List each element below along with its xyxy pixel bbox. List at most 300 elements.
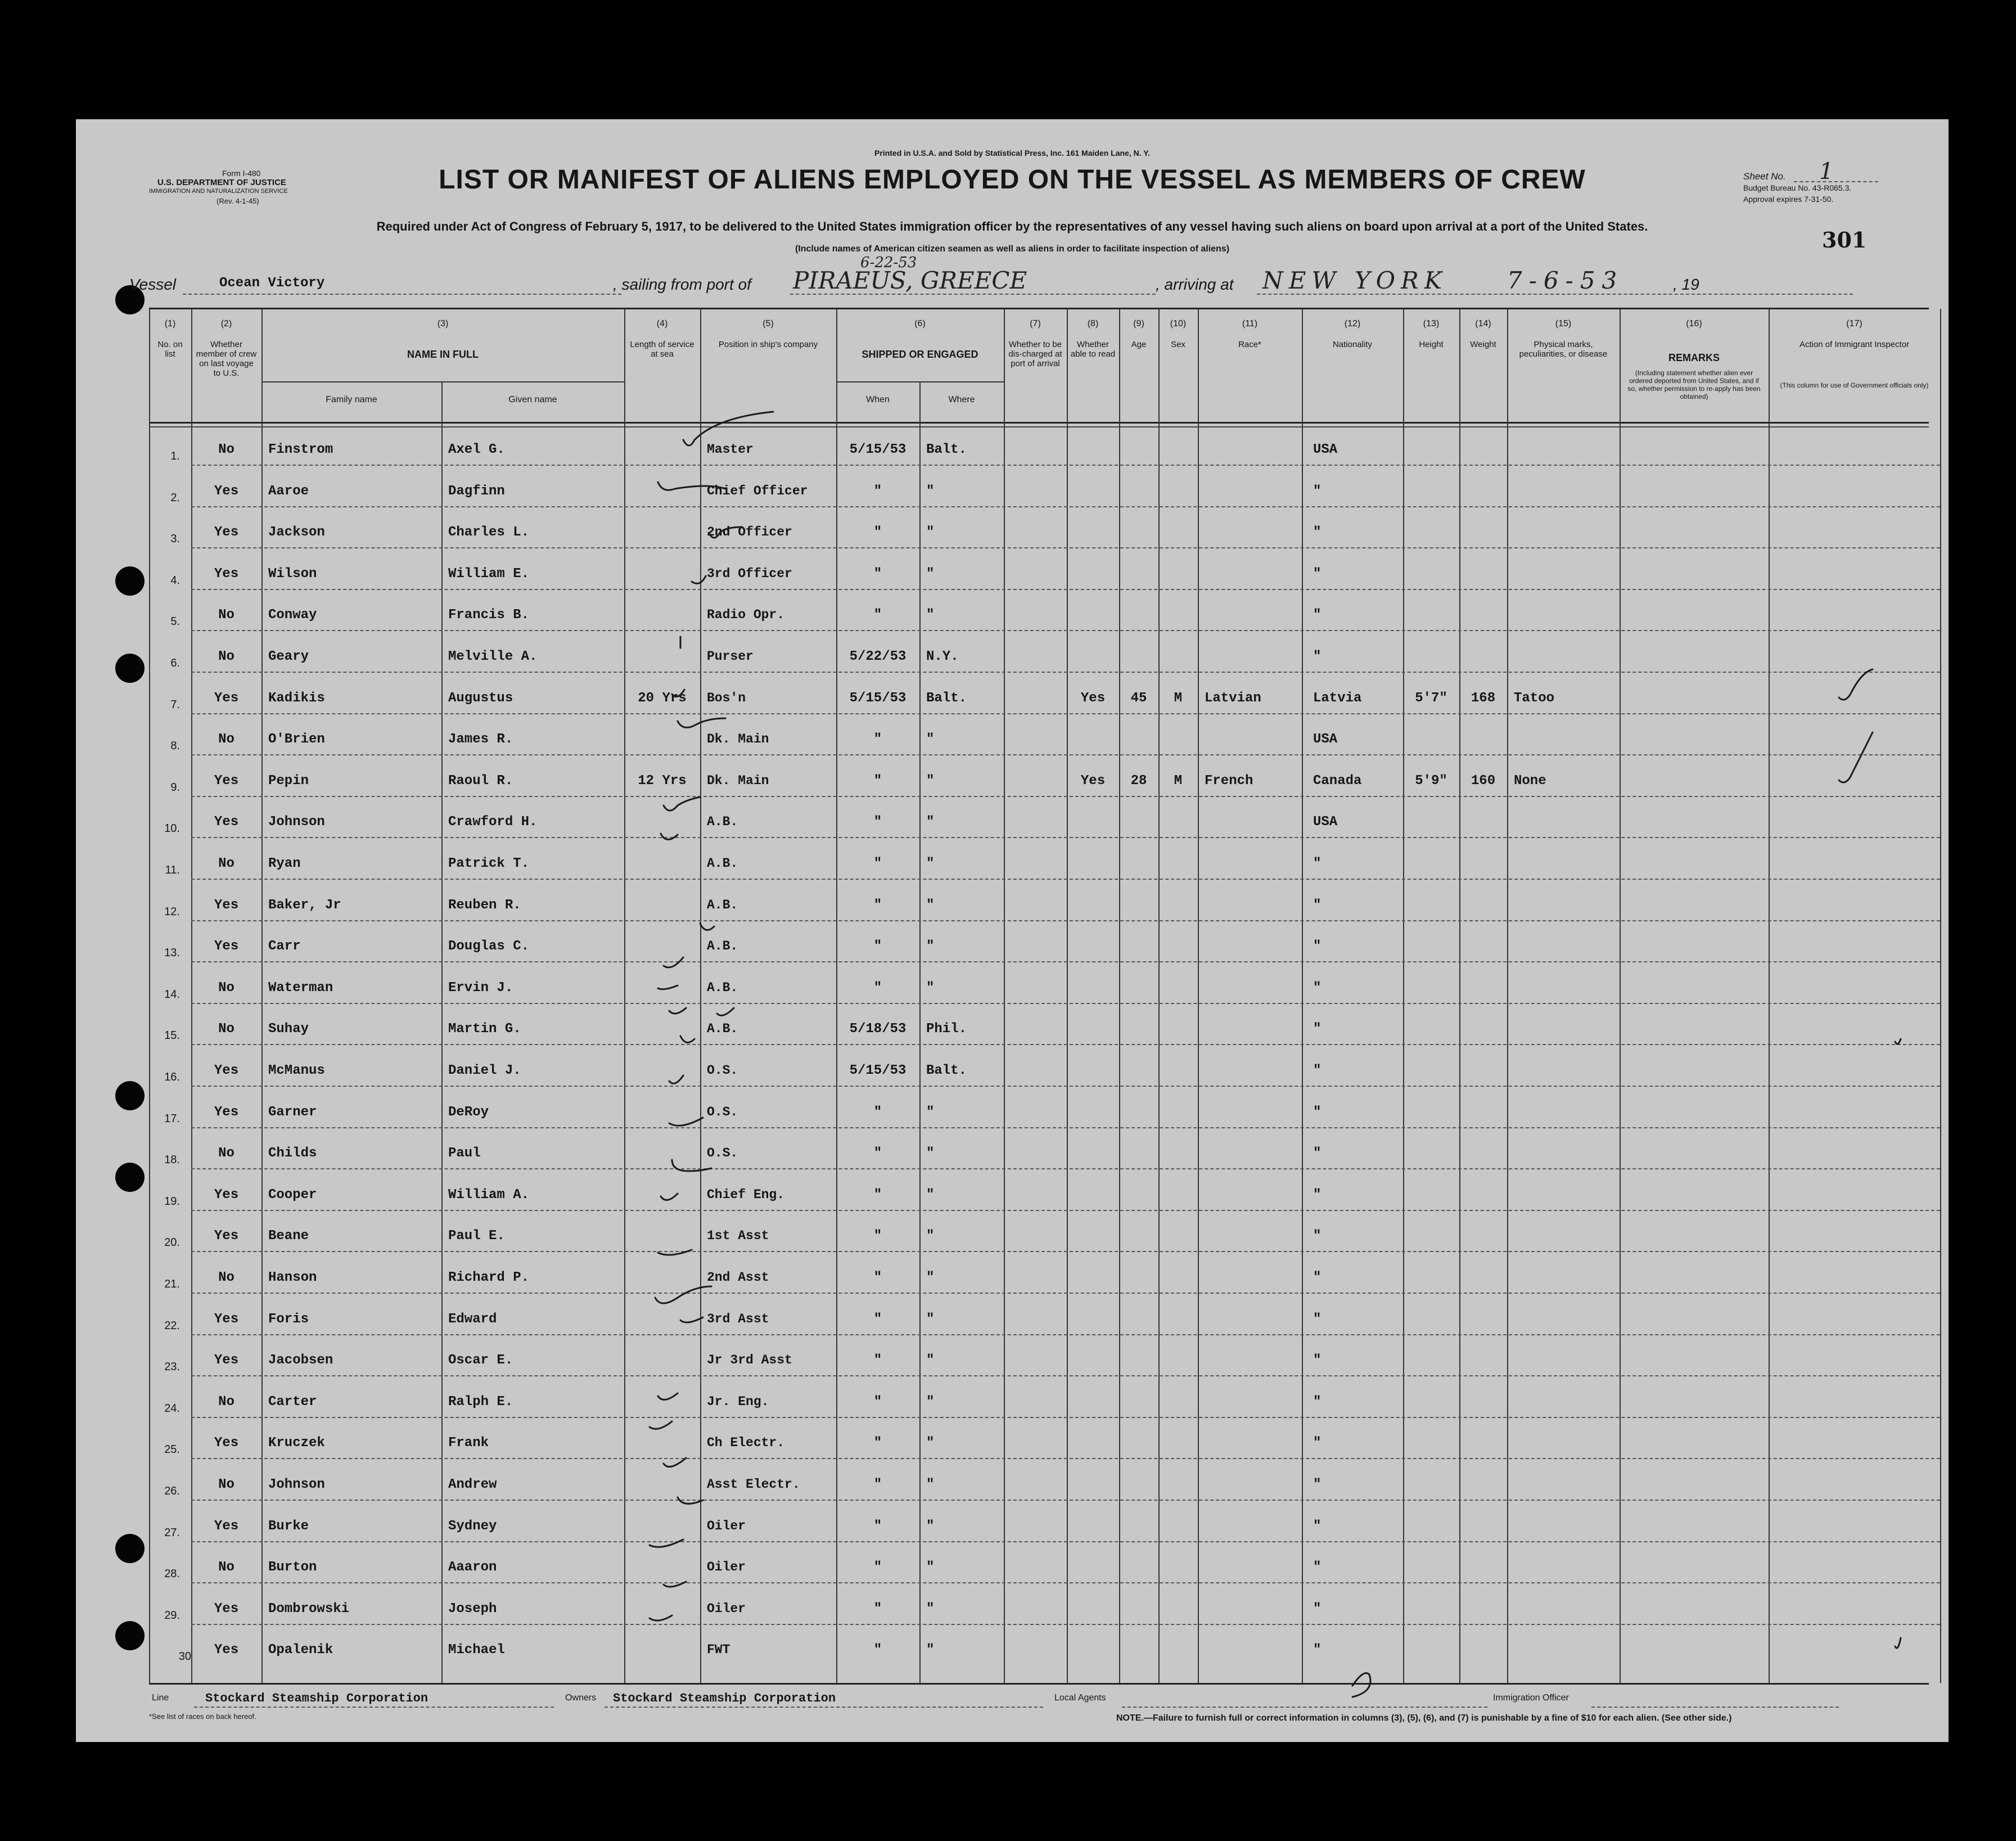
owners-label: Owners [565, 1693, 597, 1703]
cell-position: Dk. Main [707, 773, 769, 788]
cell-family: Carter [268, 1394, 317, 1410]
cell-where: " [926, 525, 935, 541]
cell-where: Balt. [926, 690, 967, 706]
row-number: 9. [170, 781, 180, 794]
cell-given: Daniel J. [448, 1063, 521, 1078]
owners-fill [605, 1707, 1043, 1708]
cell-when: " [873, 773, 882, 789]
cell-position: Dk. Main [707, 732, 769, 747]
cell-last: No [218, 1560, 234, 1576]
subheader-given: Given name [508, 395, 557, 404]
cell-nationality: " [1313, 1270, 1322, 1285]
cell-last: Yes [214, 897, 239, 913]
cell-given: Francis B. [448, 607, 530, 623]
cell-family: Johnson [268, 1477, 325, 1492]
column-header: Age [1131, 340, 1147, 349]
column-number: (9) [1133, 319, 1144, 328]
cell-when: " [873, 1642, 882, 1658]
cell-given: James R. [448, 732, 513, 748]
cell-given: Richard P. [448, 1270, 530, 1285]
cell-where: " [926, 1394, 935, 1410]
cell-last: Yes [214, 525, 239, 541]
cell-nationality: USA [1313, 732, 1338, 748]
cell-position: Master [707, 442, 754, 457]
column-number: (6) [914, 319, 926, 328]
cell-given: Patrick T. [448, 856, 530, 871]
cell-where: Phil. [926, 1021, 967, 1037]
cell-where: " [926, 773, 935, 789]
sheet-number: 1 [1819, 159, 1834, 184]
port-to: NEW YORK [1262, 267, 1448, 294]
cell-family: McManus [268, 1063, 325, 1078]
cell-family: Johnson [268, 814, 325, 830]
cell-family: Foris [268, 1311, 309, 1327]
line-name: Stockard Steamship Corporation [205, 1691, 429, 1705]
cell-position: 1st Asst [707, 1228, 769, 1244]
cell-when: " [873, 1270, 882, 1285]
line-fill [194, 1707, 554, 1708]
cell-given: Sydney [448, 1518, 497, 1534]
row-number: 18. [164, 1154, 180, 1167]
column-number: (10) [1170, 319, 1187, 328]
cell-family: Wilson [268, 566, 317, 582]
cell-where: " [926, 980, 935, 996]
manifest-sheet [76, 119, 1949, 1742]
cell-where: " [926, 1601, 935, 1617]
cell-position: A.B. [707, 814, 738, 830]
cell-given: Oscar E. [448, 1353, 513, 1369]
column-header: Whether member of crew on last voyage to U.S. [196, 340, 257, 378]
port-from: PIRAEUS, GREECE [793, 267, 1027, 294]
cell-position: Jr. Eng. [707, 1394, 769, 1409]
sailing-label: , sailing from port of [613, 276, 751, 293]
cell-family: Burke [268, 1518, 309, 1534]
cell-position: O.S. [707, 1146, 738, 1161]
cell-where: " [926, 1560, 935, 1576]
cell-position: 3rd Officer [707, 566, 792, 581]
cell-when: " [873, 1187, 882, 1203]
cell-last: No [218, 856, 234, 871]
cell-read: Yes [1080, 773, 1106, 789]
cell-when: " [873, 525, 882, 541]
cell-last: Yes [214, 814, 239, 830]
cell-where: " [926, 566, 935, 582]
cell-nationality: " [1313, 1311, 1322, 1327]
cell-family: Dombrowski [268, 1601, 350, 1617]
cell-position: Jr 3rd Asst [707, 1353, 792, 1368]
year-label: , 19 [1673, 276, 1699, 293]
cell-where: " [926, 1187, 935, 1203]
cell-position: A.B. [707, 1021, 738, 1037]
cell-given: DeRoy [448, 1104, 489, 1120]
cell-nationality: " [1313, 897, 1322, 913]
cell-race: French [1205, 773, 1253, 789]
row-number: 17. [164, 1112, 180, 1125]
cell-given: Paul E. [448, 1228, 505, 1244]
cell-where: " [926, 1642, 935, 1658]
cell-given: Crawford H. [448, 814, 538, 830]
cell-when: 5/15/53 [849, 442, 906, 457]
column-header: Sex [1171, 340, 1185, 349]
subtitle-note: (Include names of American citizen seamen as well as aliens in order to facilitate inspection of aliens) [795, 244, 1230, 254]
cell-nationality: " [1313, 1477, 1322, 1492]
cell-where: " [926, 1311, 935, 1327]
cell-last: No [218, 442, 234, 457]
cell-where: " [926, 1270, 935, 1285]
column-header: Weight [1470, 340, 1496, 349]
cell-marks: Tatoo [1514, 690, 1555, 706]
cell-given: Augustus [448, 690, 513, 706]
row-number: 28. [164, 1568, 180, 1581]
cell-family: Ryan [268, 856, 301, 871]
row-number: 3. [170, 533, 180, 546]
cell-when: " [873, 897, 882, 913]
cell-family: Waterman [268, 980, 333, 996]
cell-position: FWT [707, 1642, 730, 1658]
cell-family: Burton [268, 1560, 317, 1576]
cell-where: " [926, 1435, 935, 1451]
cell-given: Raoul R. [448, 773, 513, 789]
subheader-when: When [866, 395, 890, 404]
cell-given: Michael [448, 1642, 505, 1658]
cell-given: Aaaron [448, 1560, 497, 1576]
cell-position: O.S. [707, 1063, 738, 1078]
cell-given: William E. [448, 566, 530, 582]
cell-service: 20 Yrs [638, 690, 687, 706]
cell-given: Melville A. [448, 649, 538, 664]
cell-when: " [873, 980, 882, 996]
row-number: 16. [164, 1071, 180, 1083]
department: U.S. DEPARTMENT OF JUSTICE [157, 178, 286, 187]
row-number: 25. [164, 1443, 180, 1456]
cell-last: Yes [214, 566, 239, 582]
column-header: REMARKS [1668, 352, 1720, 363]
cell-last: Yes [214, 1353, 239, 1369]
cell-given: Axel G. [448, 442, 505, 457]
column-number: (11) [1242, 319, 1258, 328]
cell-position: O.S. [707, 1104, 738, 1119]
cell-family: Opalenik [268, 1642, 333, 1658]
cell-nationality: " [1313, 1353, 1322, 1369]
cell-position: Chief Eng. [707, 1187, 785, 1202]
column-number: (15) [1555, 319, 1572, 328]
cell-when: 5/15/53 [849, 690, 906, 706]
cell-nationality: " [1313, 856, 1322, 871]
cell-last: No [218, 980, 234, 996]
handwritten-check-marks [76, 119, 1949, 1742]
cell-where: " [926, 897, 935, 913]
row-number: 6. [170, 657, 180, 669]
cell-family: Jackson [268, 525, 325, 541]
cell-when: " [873, 607, 882, 623]
cell-where: " [926, 1228, 935, 1244]
cell-last: No [218, 607, 234, 623]
cell-when: " [873, 1394, 882, 1410]
column-header: Position in ship's company [718, 340, 818, 349]
cell-where: Balt. [926, 442, 967, 457]
revision: (Rev. 4-1-45) [217, 197, 259, 205]
cell-family: Suhay [268, 1021, 309, 1037]
cell-last: Yes [214, 1642, 239, 1658]
cell-nationality: " [1313, 607, 1322, 623]
cell-position: A.B. [707, 980, 738, 995]
cell-sex: M [1174, 773, 1183, 789]
cell-nationality: " [1313, 939, 1322, 955]
vessel-label: Vessel [129, 276, 177, 293]
cell-last: No [218, 1146, 234, 1162]
cell-last: Yes [214, 690, 239, 706]
cell-when: " [873, 1601, 882, 1617]
cell-nationality: " [1313, 1642, 1322, 1658]
line-label: Line [152, 1693, 169, 1703]
cell-family: Finstrom [268, 442, 333, 457]
cell-family: Hanson [268, 1270, 317, 1285]
cell-given: Charles L. [448, 525, 530, 541]
row-number: 7. [170, 698, 180, 711]
cell-when: " [873, 814, 882, 830]
cell-given: Paul [448, 1146, 481, 1162]
cell-given: William A. [448, 1187, 530, 1203]
column-number: (7) [1030, 319, 1041, 328]
cell-nationality: " [1313, 1560, 1322, 1576]
row-number: 8. [170, 740, 180, 753]
cell-family: Jacobsen [268, 1353, 333, 1369]
cell-position: Oiler [707, 1560, 746, 1575]
cell-weight: 160 [1471, 773, 1496, 789]
row-number: 21. [164, 1278, 180, 1290]
column-number: (14) [1475, 319, 1491, 328]
cell-family: Pepin [268, 773, 309, 789]
cell-where: " [926, 483, 935, 499]
cell-last: Yes [214, 1104, 239, 1120]
cell-given: Frank [448, 1435, 489, 1451]
cell-last: No [218, 1270, 234, 1285]
inspector-note: (This column for use of Government officials only) [1780, 381, 1929, 389]
cell-family: O'Brien [268, 732, 325, 748]
cell-last: No [218, 649, 234, 664]
cell-nationality: " [1313, 1518, 1322, 1534]
cell-where: " [926, 1477, 935, 1492]
cell-nationality: " [1313, 483, 1322, 499]
cell-position: 2nd Asst [707, 1270, 769, 1285]
cell-when: " [873, 483, 882, 499]
column-header: Whether able to read [1070, 340, 1116, 359]
cell-where: " [926, 939, 935, 955]
cell-last: Yes [214, 939, 239, 955]
column-header: Whether to be dis-charged at port of arrival [1008, 340, 1062, 368]
cell-nationality: " [1313, 566, 1322, 582]
cell-where: " [926, 1353, 935, 1369]
cell-when: " [873, 1435, 882, 1451]
cell-family: Childs [268, 1146, 317, 1162]
row-number: 5. [170, 615, 180, 628]
date-note: 6-22-53 [860, 254, 917, 271]
cell-nationality: " [1313, 525, 1322, 541]
cell-nationality: " [1313, 1601, 1322, 1617]
cell-last: Yes [214, 1311, 239, 1327]
row-number: 14. [164, 988, 180, 1001]
cell-nationality: " [1313, 1187, 1322, 1203]
row-number: 23. [164, 1361, 180, 1374]
cell-position: Ch Electr. [707, 1435, 785, 1451]
cell-nationality: " [1313, 1435, 1322, 1451]
column-number: (12) [1344, 319, 1361, 328]
page-title: LIST OR MANIFEST OF ALIENS EMPLOYED ON THE VESSEL AS MEMBERS OF CREW [439, 165, 1586, 195]
row-number: 20. [164, 1236, 180, 1249]
cell-where: " [926, 607, 935, 623]
vessel-name: Ocean Victory [219, 276, 325, 291]
column-number: (17) [1846, 319, 1862, 328]
column-number: (13) [1423, 319, 1440, 328]
cell-position: 2nd Officer [707, 525, 792, 540]
cell-nationality: " [1313, 1394, 1322, 1410]
cell-given: Reuben R. [448, 897, 521, 913]
officer-fill [1591, 1707, 1839, 1708]
cell-nationality: USA [1313, 814, 1338, 830]
row-number: 22. [164, 1319, 180, 1332]
cell-family: Garner [268, 1104, 317, 1120]
row-number: 13. [164, 947, 180, 960]
cell-last: Yes [214, 773, 239, 789]
cell-where: " [926, 856, 935, 871]
column-number: (2) [220, 319, 232, 328]
cell-nationality: " [1313, 1146, 1322, 1162]
form-number: Form I-480 [222, 169, 261, 178]
sheet-label: Sheet No. [1743, 171, 1786, 182]
row-number: 4. [170, 574, 180, 587]
cell-given: Ralph E. [448, 1394, 513, 1410]
cell-when: " [873, 939, 882, 955]
cell-position: Oiler [707, 1518, 746, 1533]
subtitle: Required under Act of Congress of February 5, 1917, to be delivered to the United States immigration officer by the representatives of any vessel having such aliens on board upon arrival at a port of the United States. [376, 219, 1648, 233]
row-number: 30 [178, 1650, 191, 1663]
cell-where: " [926, 1146, 935, 1162]
cell-where: " [926, 1518, 935, 1534]
cell-family: Kruczek [268, 1435, 325, 1451]
cell-when: " [873, 1228, 882, 1244]
agents-label: Local Agents [1054, 1693, 1106, 1703]
cell-position: Radio Opr. [707, 607, 785, 623]
row-number: 12. [164, 905, 180, 918]
cell-age: 28 [1130, 773, 1147, 789]
cell-position: 3rd Asst [707, 1311, 769, 1326]
cell-given: Ervin J. [448, 980, 513, 996]
cell-position: Asst Electr. [707, 1477, 800, 1492]
cell-nationality: " [1313, 649, 1322, 664]
cell-last: No [218, 1021, 234, 1037]
column-header: Action of Immigrant Inspector [1799, 340, 1910, 349]
row-number: 26. [164, 1485, 180, 1497]
cell-height: 5'7" [1415, 690, 1447, 706]
cell-nationality: " [1313, 1228, 1322, 1244]
cell-when: 5/15/53 [849, 1063, 906, 1078]
cell-last: No [218, 1394, 234, 1410]
cell-height: 5'9" [1415, 773, 1447, 789]
cell-nationality: " [1313, 980, 1322, 996]
cell-nationality: Latvia [1313, 690, 1362, 706]
cell-position: A.B. [707, 897, 738, 912]
cell-when: " [873, 1518, 882, 1534]
agents-fill [1122, 1707, 1487, 1708]
row-number: 27. [164, 1526, 180, 1539]
approval-expiry: Approval expires 7-31-50. [1743, 195, 1834, 204]
cell-where: " [926, 814, 935, 830]
column-header: Race* [1238, 340, 1261, 349]
row-number: 24. [164, 1402, 180, 1415]
row-number: 15. [164, 1029, 180, 1042]
cell-family: Conway [268, 607, 317, 623]
column-number: (1) [164, 319, 176, 328]
cell-nationality: " [1313, 1104, 1322, 1120]
officer-label: Immigration Officer [1493, 1693, 1569, 1703]
printer-line: Printed in U.S.A. and Sold by Statistical Press, Inc. 161 Maiden Lane, N. Y. [874, 148, 1150, 157]
cell-given: Douglas C. [448, 939, 530, 955]
cell-when: " [873, 1146, 882, 1162]
cell-family: Aaroe [268, 483, 309, 499]
cell-when: " [873, 1560, 882, 1576]
column-header: No. on list [157, 340, 183, 359]
column-number: (3) [437, 319, 449, 328]
cell-when: 5/18/53 [849, 1021, 906, 1037]
subheader-where: Where [948, 395, 975, 404]
cell-family: Geary [268, 649, 309, 664]
cell-last: Yes [214, 1187, 239, 1203]
cell-last: Yes [214, 1228, 239, 1244]
races-note: *See list of races on back hereof. [149, 1712, 256, 1721]
subheader-family: Family name [326, 395, 377, 404]
cell-family: Baker, Jr [268, 897, 341, 913]
service: IMMIGRATION AND NATURALIZATION SERVICE [149, 188, 288, 195]
cell-nationality: Canada [1313, 773, 1362, 789]
cell-given: Andrew [448, 1477, 497, 1492]
row-number: 10. [164, 822, 180, 835]
row-number: 19. [164, 1195, 180, 1208]
column-number: (16) [1686, 319, 1702, 328]
cell-given: Joseph [448, 1601, 497, 1617]
cell-weight: 168 [1471, 690, 1496, 706]
cell-position: A.B. [707, 939, 738, 954]
cell-last: No [218, 732, 234, 748]
column-header: NAME IN FULL [407, 349, 479, 360]
cell-when: 5/22/53 [849, 649, 906, 664]
cell-last: No [218, 1477, 234, 1492]
column-header: Physical marks, peculiarities, or disease [1519, 340, 1608, 359]
cell-when: " [873, 1104, 882, 1120]
cell-nationality: USA [1313, 442, 1338, 457]
cell-race: Latvian [1205, 690, 1261, 706]
cell-when: " [873, 566, 882, 582]
cell-where: " [926, 732, 935, 748]
row-number: 29. [164, 1609, 180, 1622]
cell-where: N.Y. [926, 649, 959, 664]
cell-sex: M [1174, 690, 1183, 706]
cell-when: " [873, 1353, 882, 1369]
cell-family: Carr [268, 939, 301, 955]
penalty-note: NOTE.—Failure to furnish full or correct information in columns (3), (5), (6), and (7) is punishable by a fine of $10 for each alien. (See other side.) [1116, 1713, 1732, 1723]
column-header: Length of service at sea [630, 340, 694, 359]
cell-given: Martin G. [448, 1021, 521, 1037]
row-number: 1. [170, 450, 180, 462]
owners-name: Stockard Steamship Corporation [613, 1691, 836, 1705]
cell-given: Dagfinn [448, 483, 505, 499]
budget-number: Budget Bureau No. 43-R065.3. [1743, 183, 1852, 192]
cell-position: Bos'n [707, 690, 746, 705]
cell-when: " [873, 732, 882, 748]
cell-given: Edward [448, 1311, 497, 1327]
column-header: Height [1419, 340, 1444, 349]
column-number: (5) [763, 319, 774, 328]
remarks-note: (Including statement whether alien ever ordered deported from United States, and if so, whether permission to re-apply has been obtained) [1627, 369, 1761, 400]
